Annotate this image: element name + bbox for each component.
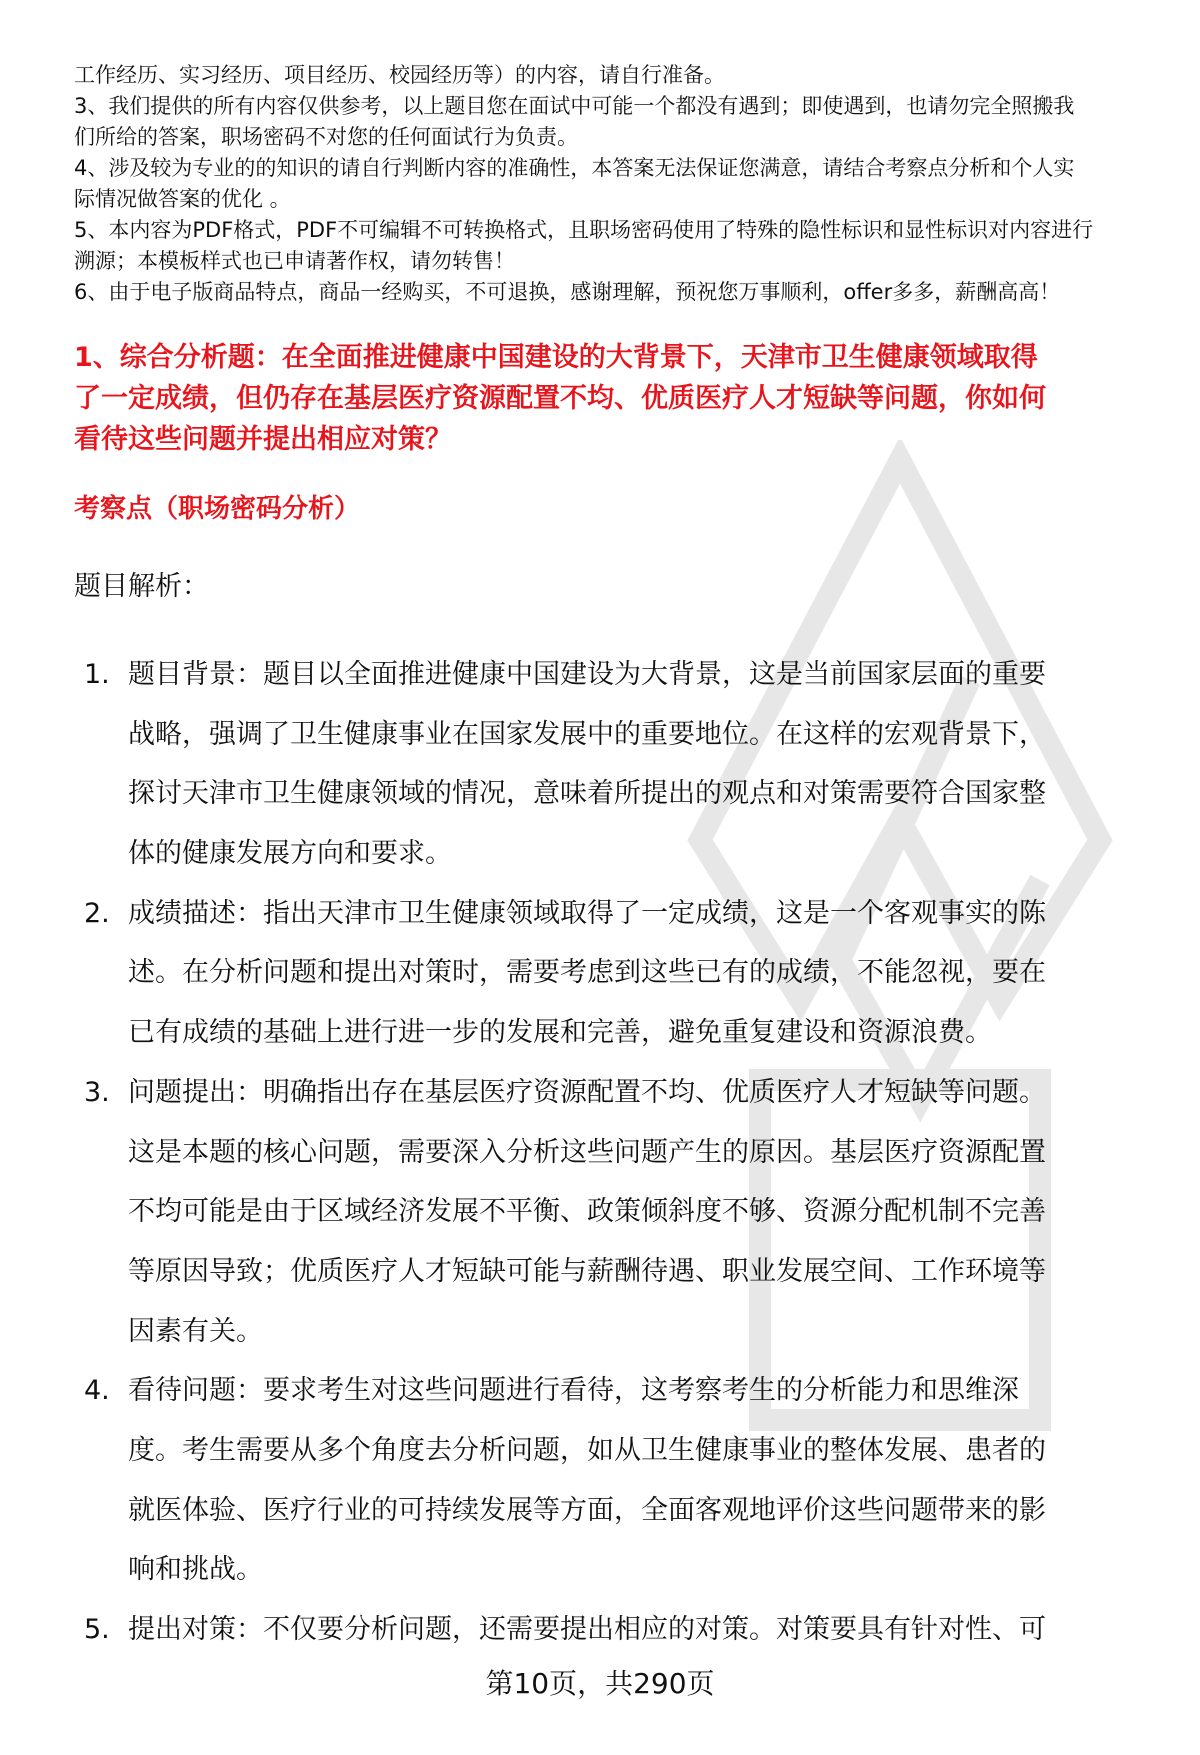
disclaimer-line: 际情况做答案的优化 。 bbox=[74, 187, 291, 211]
list-item bbox=[84, 884, 1046, 1063]
list-item-number: 1. bbox=[84, 659, 110, 690]
disclaimer-line: 4、涉及较为专业的的知识的请自行判断内容的准确性，本答案无法保证您满意，请结合考察点分析和个人实 bbox=[74, 156, 1075, 180]
list-item bbox=[84, 1361, 1046, 1600]
disclaimer-line: 溯源；本模板样式也已申请著作权，请勿转售！ bbox=[74, 249, 515, 273]
disclaimer-line: 工作经历、实习经历、项目经历、校园经历等）的内容，请自行准备。 bbox=[74, 63, 725, 87]
disclaimer-notes bbox=[74, 60, 1093, 308]
analysis-list bbox=[84, 645, 1046, 1660]
list-item-line: 成绩描述：指出天津市卫生健康领域取得了一定成绩，这是一个客观事实的陈 bbox=[128, 897, 1046, 929]
list-item-line: 述。在分析问题和提出对策时，需要考虑到这些已有的成绩，不能忽视，要在 bbox=[128, 957, 1046, 989]
list-item-line: 探讨天津市卫生健康领域的情况，意味着所提出的观点和对策需要符合国家整 bbox=[128, 778, 1046, 810]
list-item-line: 战略，强调了卫生健康事业在国家发展中的重要地位。在这样的宏观背景下， bbox=[128, 718, 1046, 750]
list-item-line: 等原因导致；优质医疗人才短缺可能与薪酬待遇、职业发展空间、工作环境等 bbox=[128, 1255, 1046, 1287]
list-item-line: 因素有关。 bbox=[128, 1315, 263, 1347]
list-item-line: 体的健康发展方向和要求。 bbox=[128, 838, 452, 870]
question-line: 了一定成绩，但仍存在基层医疗资源配置不均、优质医疗人才短缺等问题，你如何 bbox=[74, 383, 1046, 414]
list-item-line: 已有成绩的基础上进行进一步的发展和完善，避免重复建设和资源浪费。 bbox=[128, 1017, 992, 1049]
list-item-number: 4. bbox=[84, 1375, 110, 1407]
list-item-line: 不均可能是由于区域经济发展不平衡、政策倾斜度不够、资源分配机制不完善 bbox=[128, 1196, 1046, 1228]
question-heading bbox=[74, 337, 1046, 460]
list-item-line: 就医体验、医疗行业的可持续发展等方面，全面客观地评价这些问题带来的影 bbox=[128, 1494, 1046, 1526]
exam-point-subheading: 考察点（职场密码分析） bbox=[74, 494, 361, 524]
page-number-footer: 第10页，共290页 bbox=[485, 1667, 715, 1700]
list-item-number: 5. bbox=[84, 1614, 110, 1645]
disclaimer-line: 6、由于电子版商品特点，商品一经购买，不可退换，感谢理解，预祝您万事顺利，offer多多，薪酬高高！ bbox=[74, 280, 1061, 304]
list-item-line: 题目背景：题目以全面推进健康中国建设为大背景，这是当前国家层面的重要 bbox=[128, 659, 1046, 690]
question-line: 1、综合分析题：在全面推进健康中国建设的大背景下，天津市卫生健康领域取得 bbox=[74, 342, 1038, 373]
list-item-line: 提出对策：不仅要分析问题，还需要提出相应的对策。对策要具有针对性、可 bbox=[128, 1614, 1046, 1645]
list-item-line: 问题提出：明确指出存在基层医疗资源配置不均、优质医疗人才短缺等问题。 bbox=[128, 1076, 1046, 1108]
list-item bbox=[84, 1600, 1046, 1660]
disclaimer-line: 们所给的答案，职场密码不对您的任何面试行为负责。 bbox=[74, 125, 578, 149]
list-item-line: 看待问题：要求考生对这些问题进行看待，这考察考生的分析能力和思维深 bbox=[128, 1375, 1019, 1407]
list-item-line: 这是本题的核心问题，需要深入分析这些问题产生的原因。基层医疗资源配置 bbox=[128, 1136, 1046, 1168]
list-item bbox=[84, 645, 1046, 884]
disclaimer-line: 3、我们提供的所有内容仅供参考，以上题目您在面试中可能一个都没有遇到；即使遇到，也请勿完全照搬我 bbox=[74, 94, 1075, 118]
analysis-label: 题目解析： bbox=[74, 571, 209, 602]
list-item-line: 响和挑战。 bbox=[128, 1554, 263, 1586]
list-item bbox=[84, 1063, 1046, 1361]
list-item-number: 3. bbox=[84, 1076, 110, 1108]
list-item-line: 度。考生需要从多个角度去分析问题，如从卫生健康事业的整体发展、患者的 bbox=[128, 1434, 1046, 1466]
question-line: 看待这些问题并提出相应对策？ bbox=[74, 424, 452, 455]
list-item-number: 2. bbox=[84, 897, 110, 929]
disclaimer-line: 5、本内容为PDF格式，PDF不可编辑不可转换格式，且职场密码使用了特殊的隐性标识和显性标识对内容进行 bbox=[74, 218, 1094, 242]
